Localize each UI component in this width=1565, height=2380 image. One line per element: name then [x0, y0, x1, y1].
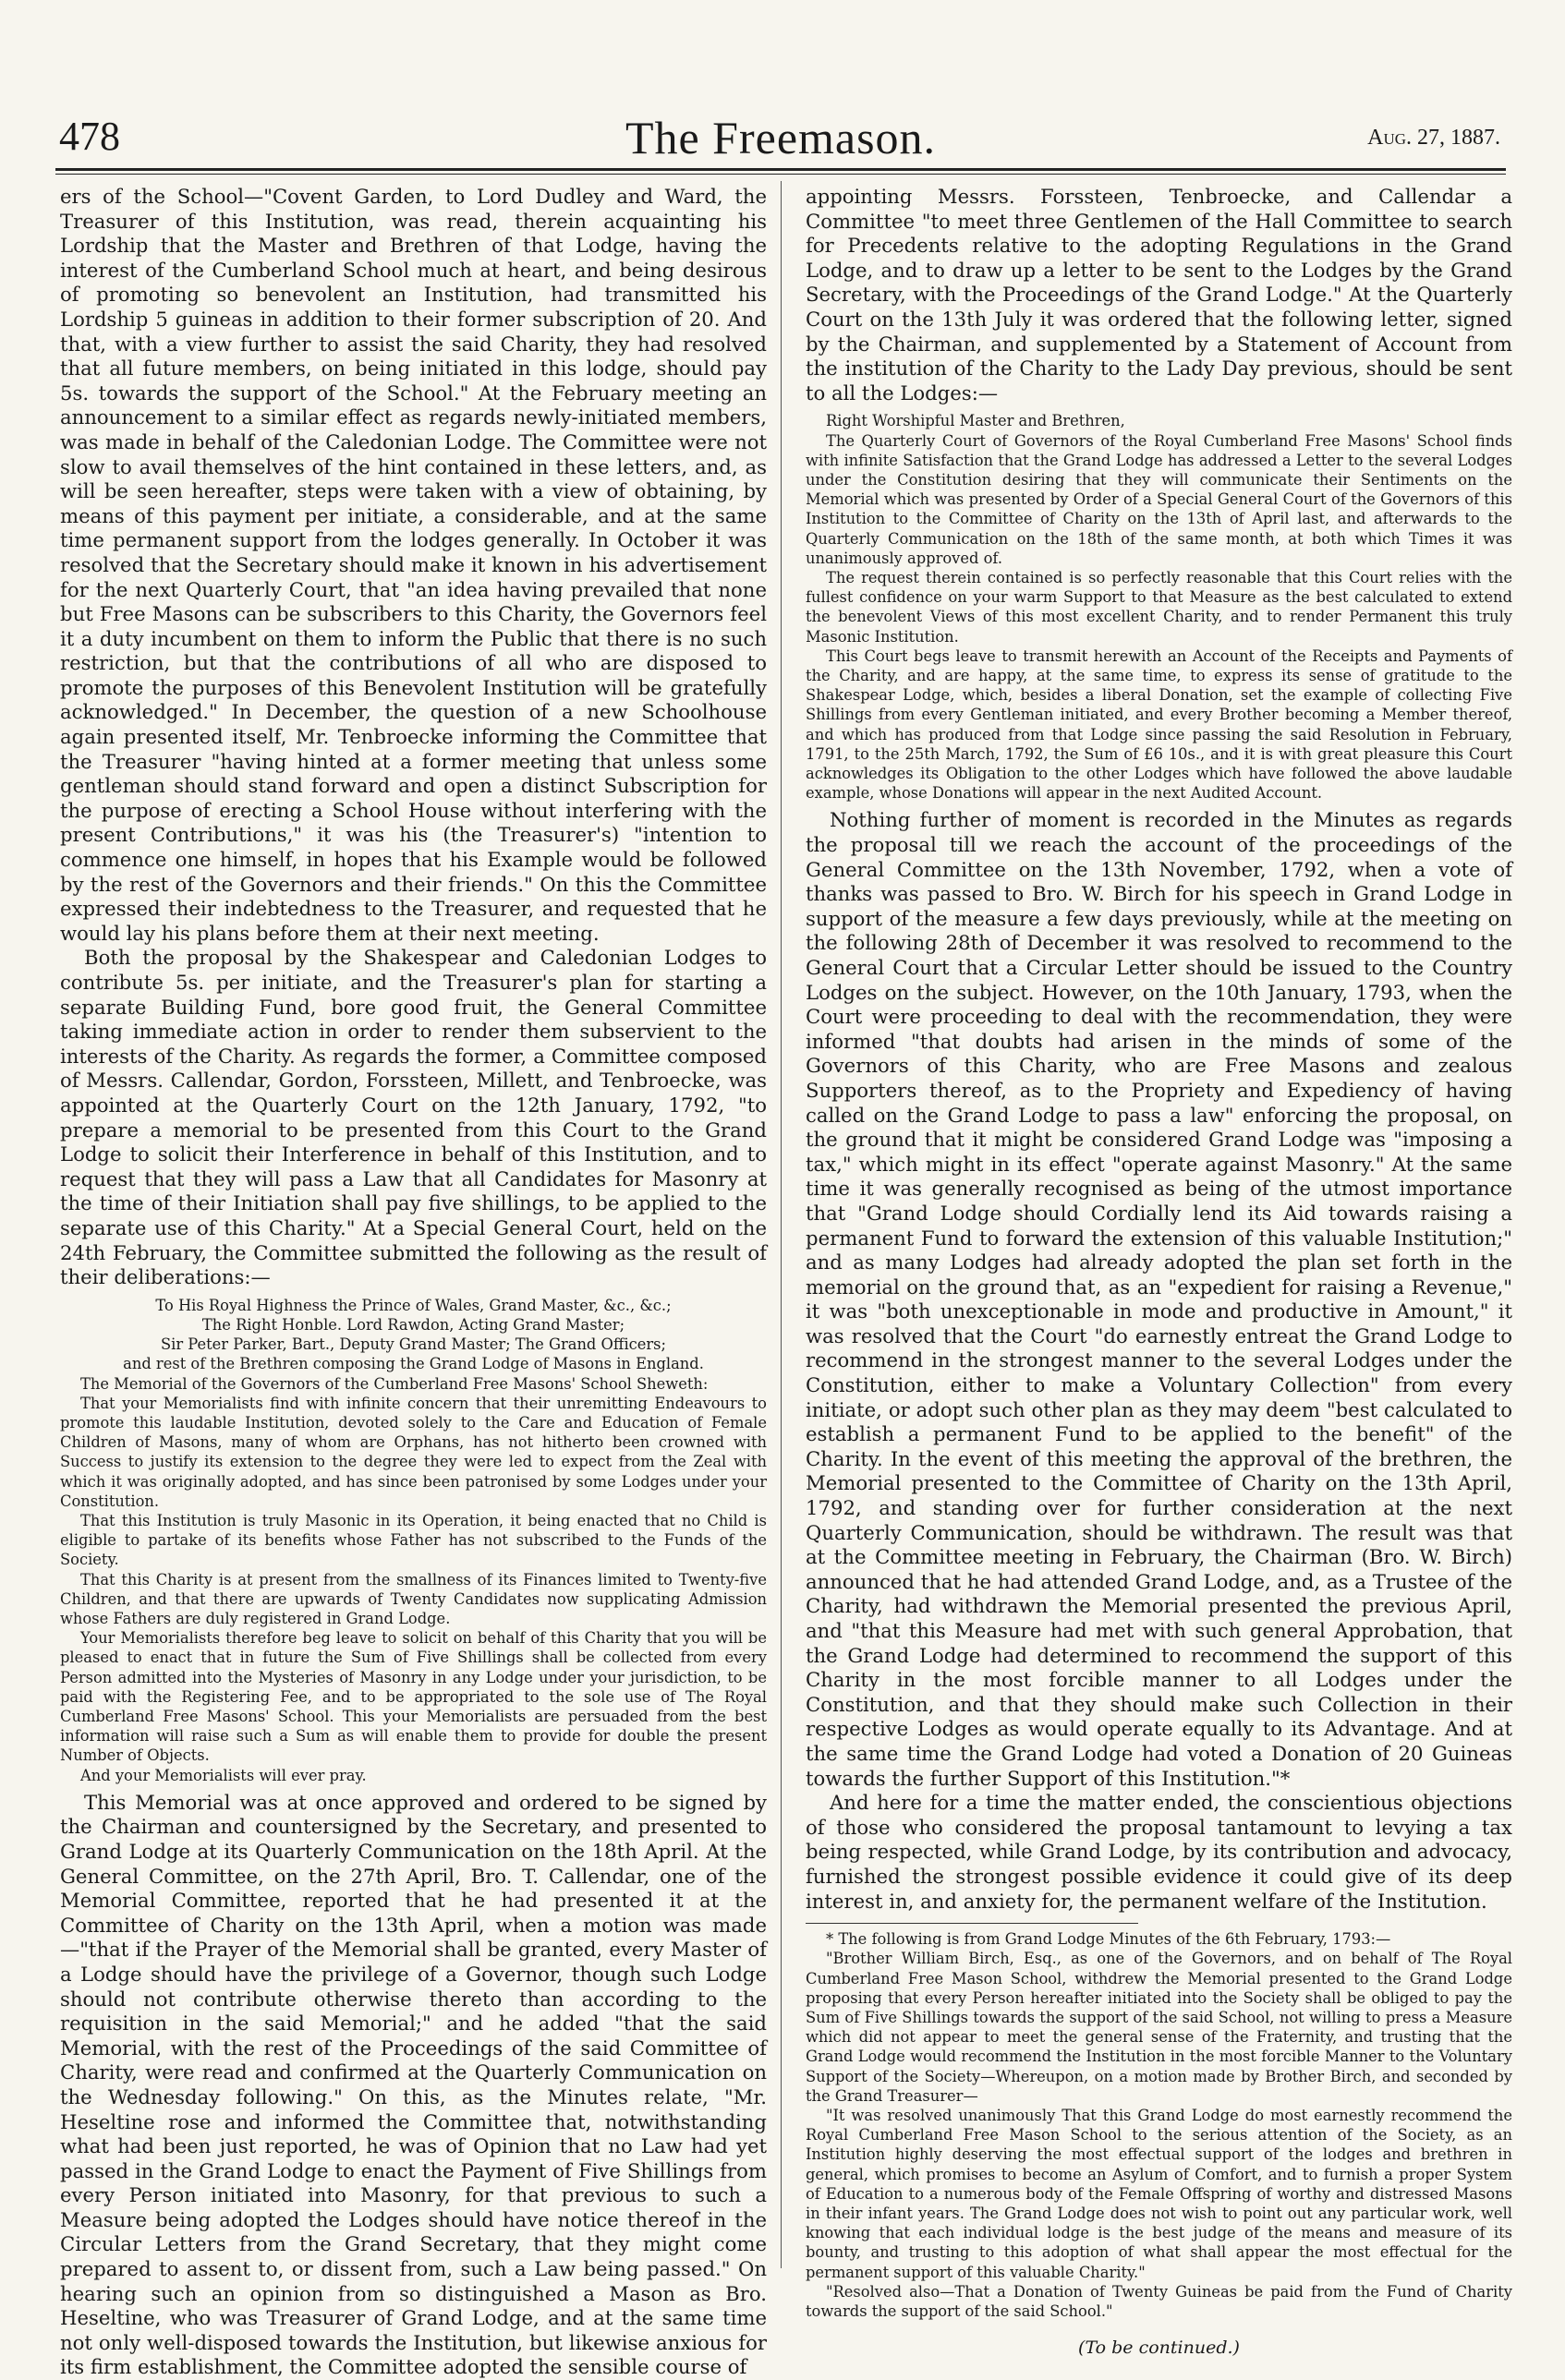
- memorial-text: And your Memorialists will ever pray.: [80, 1766, 367, 1784]
- right-column: [806, 185, 1512, 2358]
- letter-text: The request therein contained is so perfectly reasonable that this Court relies with the fullest confidence on your warm Support to that Measure as the best calculated to extend the benevolent Views of this most excellent Charity, and to render Permanent this truly Masonic Institution.: [806, 568, 1512, 646]
- issue-date: Aug. 27, 1887.: [1367, 126, 1500, 150]
- memorial-text: That your Memorialists find with infinite concern that their unremitting Endeavours to promote this laudable Institution, devoted solely to the Care and Education of Female Children of Masons, many of whom are Orphans, has not hitherto been crowned with Success to justify its extension to the degree they were led to expect from the Zeal with which it was originally adopted, and has since been patronised by some Lodges under your Constitution.: [60, 1394, 767, 1510]
- paragraph: Nothing further of moment is recorded in the Minutes as regards the proposal till we reach the account of the proceedings of the General Committee on the 13th November, 1792, when a vote of thanks was passed to Bro. W. Birch for his speech in Grand Lodge in support of the measure a few days previously, while at the meeting on the following 28th of December it was resolved to recommend to the General Court that a Circular Letter should be issued to the Country Lodges on the subject. However, on the 10th January, 1793, when the Court were proceeding to deal with the recommendation, they were informed "that doubts had arisen in the minds of some of the Governors of this Charity, who are Free Masons and zealous Supporters thereof, as to the Propriety and Expediency of having called on the Grand Lodge to pass a law" enforcing the proposal, on the ground that it might be considered Grand Lodge was "imposing a tax," which might in its effect "operate against Masonry." At the same time it was generally recognised as being of the utmost importance that "Grand Lodge should Cordially lend its Aid towards raising a permanent Fund to forward the extension of this valuable Institution;" and as many Lodges had already adopted the plan set forth in the memorial on the ground that, as an "expedient for raising a Revenue," it was "both unexceptionable in mode and productive in Amount," it was resolved that the Court "do earnestly entreat the Grand Lodge to recommend in the strongest manner to the several Lodges under the Constitution, either to make a Voluntary Collection" from every initiate, or adopt such other plan as they may deem "best calculated to establish a permanent Fund to be applied to the benefit" of the Charity. In the event of this meeting the approval of the brethren, the Memorial presented to the Committee of Charity on the 13th April, 1792, and standing over for further consideration at the next Quarterly Communication, should be withdrawn. The result was that at the Committee meeting in February, the Chairman (Bro. W. Birch) announced that he had attended Grand Lodge, and, as a Trustee of the Charity, had withdrawn the Memorial presented the previous April, and "that this Measure had met with such general Approbation, that the Grand Lodge had determined to recommend the support of this Charity in the most forcible manner to all Lodges under the Constitution, and that they should make such Collection in their respective Lodges as would operate equally to its Advantage. And at the same time the Grand Lodge had voted a Donation of 20 Guineas towards the further Support of this Institution."*: [806, 808, 1512, 1790]
- header-rule: [55, 168, 1506, 171]
- letter-text: This Court begs leave to transmit herewith an Account of the Receipts and Payments of the Charity, and are happy, at the same time, to express its sense of gratitude to the Shakespear Lodge, which, besides a liberal Donation, set the example of collecting Five Shillings from every Gentleman initiated, and every Brother becoming a Member thereof, and which has produced from that Lodge since passing the said Resolution in February, 1791, to the 25th March, 1792, the Sum of £6 10s., and it is with great pleasure this Court acknowledges its Obligation to the other Lodges which have followed the above laudable example, whose Donations will appear in the next Audited Account.: [806, 646, 1512, 803]
- memorial-address: To His Royal Highness the Prince of Wales, Grand Master, &c., &c.;: [155, 1296, 672, 1314]
- memorial-address: The Right Honble. Lord Rawdon, Acting Grand Master;: [201, 1315, 625, 1334]
- paragraph: This Memorial was at once approved and ordered to be signed by the Chairman and countersigned by the Secretary, and presented to Grand Lodge at its Quarterly Communication on the 18th April. At the General Committee, on the 27th April, Bro. T. Callendar, one of the Memorial Committee, reported that he had presented it at the Committee of Charity on the 13th April, when a motion was made—"that if the Prayer of the Memorial shall be granted, every Master of a Lodge should have the privilege of a Governor, though such Lodge should not contribute otherwise thereto than according to the requisition in the said Memorial;" and he added "that the said Memorial, with the rest of the Proceedings of the said Committee of Charity, were read and confirmed at the Quarterly Communication on the Wednesday following." On this, as the Minutes relate, "Mr. Heseltine rose and informed the Committee that, notwithstanding what had been just reported, he was of Opinion that no Law had yet passed in the Grand Lodge to enact the Payment of Five Shillings from every Person initiated into Masonry, for that previous to such a Measure being adopted the Lodges should have notice thereof in the Circular Letters from the Grand Secretary, that they might come prepared to assent to, or dissent from, such a Law being passed." On hearing such an opinion from so distinguished a Mason as Bro. Heseltine, who was Treasurer of Grand Lodge, and at the same time not only well-disposed towards the Institution, but likewise anxious for its firm establishment, the Committee adopted the sensible course of: [60, 1790, 767, 2379]
- paragraph: appointing Messrs. Forssteen, Tenbroecke, and Callendar a Committee "to meet three Gentlemen of the Hall Committee to search for Precedents relative to the adopting Regulations in the Grand Lodge, and to draw up a letter to be sent to the Lodges by the Grand Secretary, with the Proceedings of the Grand Lodge." At the Quarterly Court on the 13th July it was ordered that the following letter, signed by the Chairman, and supplemented by a Statement of Account from the institution of the Charity to the Lady Day previous, should be sent to all the Lodges:—: [806, 185, 1512, 405]
- footnote: "Brother William Birch, Esq., as one of the Governors, and on behalf of The Royal Cumberland Free Mason School, withdrew the Memorial presented to the Grand Lodge proposing that every Person hereafter initiated into the Society shall be obliged to pay the Sum of Five Shillings towards the support of the said School, not willing to press a Measure which did not appear to meet the general sense of the Fraternity, and trusting that the Grand Lodge would recommend the Institution in the most forcible Manner to the Voluntary Support of the Society—Whereupon, on a motion made by Brother Birch, and seconded by the Grand Treasurer—: [806, 1950, 1512, 2105]
- memorial-text: That this Institution is truly Masonic in its Operation, it being enacted that no Child is eligible to partake of its benefits whose Father has not subscribed to the Funds of the Society.: [60, 1511, 767, 1569]
- left-column: [60, 185, 767, 2380]
- memorial-text: The Memorial of the Governors of the Cumberland Free Masons' School Sheweth:: [80, 1374, 709, 1393]
- memorial-address: and rest of the Brethren composing the Grand Lodge of Masons in England.: [123, 1355, 704, 1373]
- newspaper-title: The Freemason.: [625, 112, 937, 163]
- paragraph: Both the proposal by the Shakespear and Caledonian Lodges to contribute 5s. per initiate, and the Treasurer's plan for starting a separate Building Fund, bore good fruit, the General Committee taking immediate action in order to render them subservient to the interests of the Charity. As regards the former, a Committee composed of Messrs. Callendar, Gordon, Forssteen, Millett, and Tenbroecke, was appointed at the Quarterly Court on the 12th January, 1792, "to prepare a memorial to be presented from this Court to the Grand Lodge to solicit their Interference in behalf of this Institution, and to request that they will pass a Law that all Candidates for Masonry at the time of their Initiation shall pay five shillings, to be applied to the separate use of this Charity." At a Special General Court, held on the 24th February, the Committee submitted the following as the result of their deliberations:—: [60, 946, 767, 1289]
- letter-text: The Quarterly Court of Governors of the Royal Cumberland Free Masons' School finds with infinite Satisfaction that the Grand Lodge has addressed a Letter to the several Lodges under the Constitution desiring that they will communicate their Sentiments on the Memorial which was presented by Order of a Special General Court of the Governors of this Institution to the Committee of Charity on the 13th of April last, and afterwards to the Quarterly Communication on the 18th of the same month, at both which Times it was unanimously approved of.: [806, 431, 1512, 567]
- column-divider: [781, 181, 782, 2268]
- page-number: 478: [59, 114, 120, 159]
- memorial-address: Sir Peter Parker, Bart., Deputy Grand Master; The Grand Officers;: [160, 1335, 667, 1354]
- paragraph: ers of the School—"Covent Garden, to Lord Dudley and Ward, the Treasurer of this Institution, was read, therein acquainting his Lordship that the Master and Brethren of that Lodge, having the interest of the Cumberland School much at heart, and being desirous of promoting so benevolent an Institution, had transmitted his Lordship 5 guineas in addition to their former subscription of 20. And that, with a view further to assist the said Charity, they had resolved that all future members, on being initiated in this lodge, should pay 5s. towards the support of the School." At the February meeting an announcement to a similar effect as regards newly-initiated members, was made in behalf of the Caledonian Lodge. The Committee were not slow to avail themselves of the hint contained in these letters, and, as will be seen hereafter, steps were taken with a view of obtaining, by means of this payment per initiate, a considerable, and at the same time permanent support from the lodges generally. In October it was resolved that the Secretary should make it known in his advertisement for the next Quarterly Court, that "an idea having prevailed that none but Free Masons can be subscribers to this Charity, the Governors feel it a duty incumbent on them to inform the Public that there is no such restriction, but that the contributions of all who are disposed to promote the purposes of this Benevolent Institution will be gratefully acknowledged." In December, the question of a new Schoolhouse again presented itself, Mr. Tenbroecke informing the Committee that the Treasurer "having hinted at a former meeting that unless some gentleman should stand forward and open a distinct Subscription for the purpose of erecting a School House without interfering with the present Contributions," it was his (the Treasurer's) "intention to commence one himself, in hopes that his Example would be followed by the rest of the Governors and their friends." On this the Committee expressed their indebtedness to the Treasurer, and requested that he would lay his plans before them at their next meeting.: [60, 185, 767, 945]
- memorial-text: That this Charity is at present from the smallness of its Finances limited to Twenty-five Children, and that there are upwards of Twenty Candidates now supplicating Admission whose Fathers are duly registered in Grand Lodge.: [60, 1570, 767, 1627]
- footnote: "It was resolved unanimously That this Grand Lodge do most earnestly recommend the Royal Cumberland Free Mason School to the serious attention of the Society, as an Institution highly deserving the most effectual support of the lodges and brethren in general, which promises to become an Asylum of Comfort, and to furnish a proper System of Education to a numerous body of the Female Offspring of worthy and distressed Masons in their infant years. The Grand Lodge does not wish to point out any particular work, well knowing that each individual lodge is the best judge of the means and measure of its bounty, and trusting to this adoption of what shall appear the most effectual for the permanent support of this valuable Charity.": [806, 2106, 1512, 2281]
- to-be-continued: (To be continued.): [1078, 2338, 1240, 2359]
- masthead: [55, 111, 1506, 163]
- paragraph: And here for a time the matter ended, the conscientious objections of those who considered the proposal tantamount to levying a tax being respected, while Grand Lodge, by its contribution and advocacy, furnished the strongest possible evidence it could give of its deep interest in, and anxiety for, the permanent welfare of the Institution.: [806, 1791, 1512, 1913]
- letter-salutation: Right Worshipful Master and Brethren,: [826, 412, 1125, 430]
- footnote: "Resolved also—That a Donation of Twenty Guineas be paid from the Fund of Charity towards the support of the said School.": [806, 2282, 1512, 2320]
- footnote-rule: [806, 1923, 1138, 1924]
- header-rule-thin: [55, 174, 1506, 175]
- footnote: * The following is from Grand Lodge Minutes of the 6th February, 1793:—: [826, 1930, 1391, 1949]
- memorial-text: Your Memorialists therefore beg leave to solicit on behalf of this Charity that you will be pleased to enact that in future the Sum of Five Shillings shall be collected from every Person admitted into the Mysteries of Masonry in any Lodge under your jurisdiction, to be paid with the Registering Fee, and to be appropriated to the sole use of The Royal Cumberland Free Masons' School. This your Memorialists are persuaded from the best information will raise such a Sum as will enable them to provide for double the present Number of Objects.: [60, 1629, 767, 1765]
